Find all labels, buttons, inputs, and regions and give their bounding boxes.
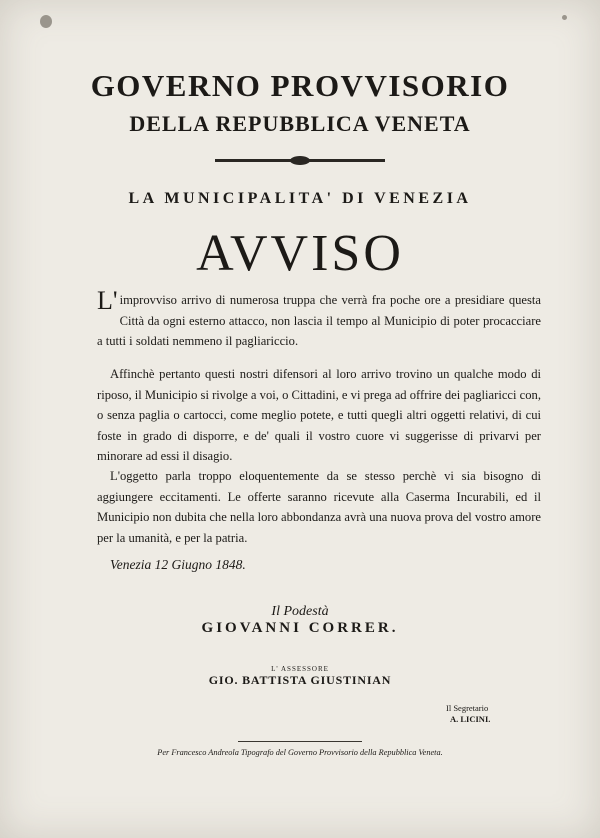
government-title: GOVERNO PROVVISORIO: [90, 68, 510, 103]
imprint-rule: [238, 741, 362, 742]
notice-paragraph: Affinchè pertanto questi nostri difensori al loro arrivo trovino un qualche modo di riposo, il Municipio si rivolge a voi, o Cittadini, e vi prega ad offrire dei pagliaricci con, o senza paglia o cartocci, come meglio potete, e tutti quegli altri oggetti relativi, di cui foste in grado di disporre, e de' quali il vostro cuore vi suggerisse di privarvi per minorare ad essi il disagio.: [97, 367, 541, 463]
notice-paragraph: L'oggetto parla troppo eloquentemente da se stesso perchè vi sia bisogno di aggiungere eccitamenti. Le offerte saranno ricevute alla Caserma Incurabili, ed il Municipio non dubita che nella loro abbondanza avrà una nuova prova del vostro amore per la umanità, e per la patria.: [97, 469, 541, 545]
assessore-title: L' ASSESSORE: [271, 665, 329, 673]
notice-heading: AVVISO: [196, 225, 404, 282]
printer-imprint: Per Francesco Andreola Tipografo del Governo Provvisorio della Repubblica Veneta.: [157, 748, 443, 757]
notice-paragraph: L'improvviso arrivo di numerosa truppa che verrà fra poche ore a presidiare questa Città da ogni esterno attacco, non lascia il tempo al Municipio di poter procacciare a tutti i soldati nemmeno il pagliariccio.: [97, 286, 541, 348]
decorative-rule-ornament: [290, 156, 310, 165]
assessore-name: GIO. BATTISTA GIUSTINIAN: [208, 673, 392, 687]
issuer-heading: LA MUNICIPALITA' DI VENEZIA: [128, 190, 472, 207]
segretario-name: A. LICINI.: [450, 714, 491, 724]
podesta-name: GIOVANNI CORRER.: [201, 620, 399, 636]
date-line: Venezia 12 Giugno 1848.: [110, 557, 246, 572]
podesta-title: Il Podestà: [271, 604, 329, 619]
ink-spot: [562, 15, 567, 20]
segretario-title: Il Segretario: [446, 703, 489, 713]
republic-subtitle: DELLA REPUBBLICA VENETA: [129, 111, 471, 136]
ink-spot: [40, 15, 52, 28]
